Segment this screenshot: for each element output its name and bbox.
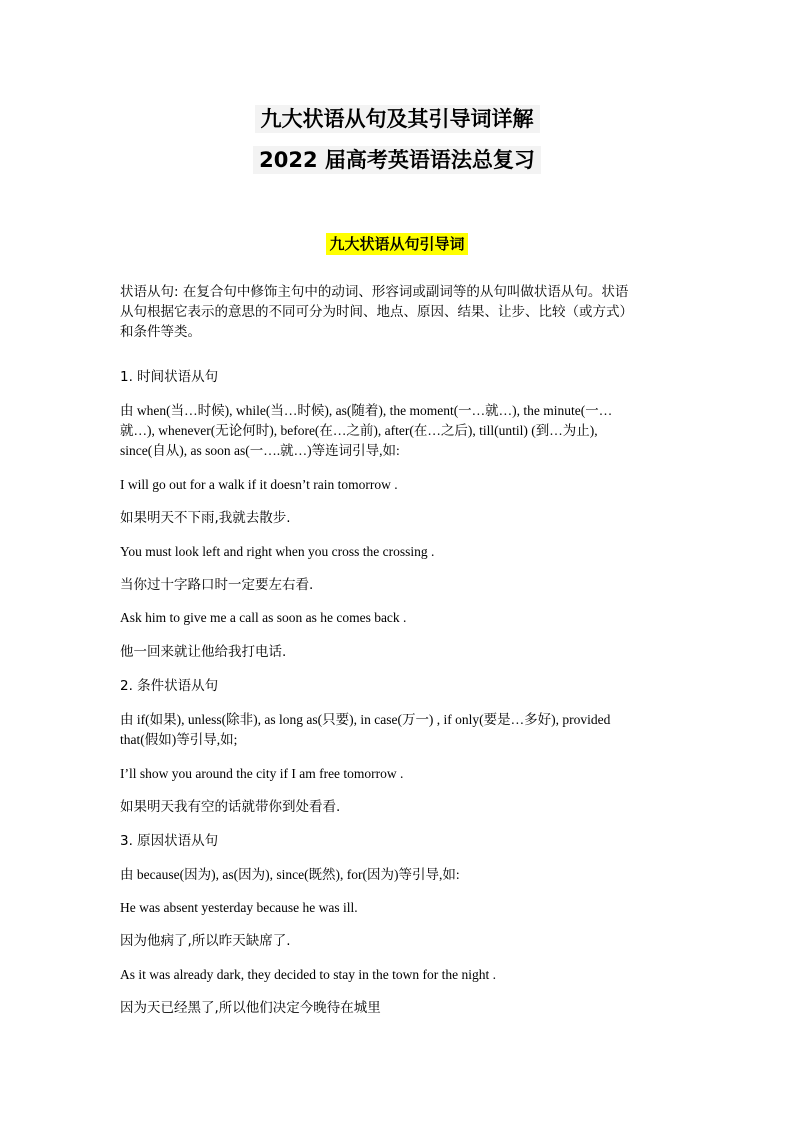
example-en: You must look left and right when you cross the crossing .	[120, 544, 435, 559]
example-en: Ask him to give me a call as soon as he comes back .	[120, 610, 407, 625]
document-subtitle	[0, 145, 794, 175]
example-zh: 他一回来就让他给我打电话.	[120, 644, 287, 660]
intro-line: 状语从句: 在复合句中修饰主句中的动词、形容词或副词等的从句叫做状语从句。状语	[120, 284, 629, 300]
example-en: He was absent yesterday because he was ill.	[120, 900, 358, 915]
desc-line: 由 when(当…时候), while(当…时候), as(随着), the moment(一…就…), the minute(一…	[120, 403, 613, 418]
intro-paragraph	[120, 282, 680, 342]
section-title-reason: 3. 原因状语从句	[120, 833, 219, 849]
section-title-condition: 2. 条件状语从句	[120, 678, 219, 694]
example-zh: 当你过十字路口时一定要左右看.	[120, 577, 314, 593]
desc-line: 由 because(因为), as(因为), since(既然), for(因为)等引导,如:	[120, 867, 460, 882]
example-zh: 如果明天不下雨,我就去散步.	[120, 510, 291, 526]
desc-line: that(假如)等引导,如;	[120, 732, 238, 747]
example-en: As it was already dark, they decided to stay in the town for the night .	[120, 967, 497, 982]
title-line-2: 2022 届高考英语语法总复习	[253, 146, 541, 174]
document-title	[0, 104, 794, 134]
example-zh: 因为他病了,所以昨天缺席了.	[120, 933, 291, 949]
section-heading	[0, 232, 794, 256]
desc-line: since(自从), as soon as(一….就…)等连词引导,如:	[120, 443, 400, 458]
example-zh: 如果明天我有空的话就带你到处看看.	[120, 799, 341, 815]
section-desc-reason	[120, 865, 680, 885]
section-desc-time	[120, 401, 680, 461]
intro-line: 和条件等类。	[120, 324, 201, 340]
example-en: I will go out for a walk if it doesn’t rain tomorrow .	[120, 477, 398, 492]
section-title-time: 1. 时间状语从句	[120, 369, 219, 385]
desc-line: 就…), whenever(无论何时), before(在…之前), after(在…之后), till(until) (到…为止),	[120, 423, 598, 438]
section-desc-condition	[120, 710, 680, 750]
highlighted-heading: 九大状语从句引导词	[326, 233, 467, 255]
intro-line: 从句根据它表示的意思的不同可分为时间、地点、原因、结果、让步、比较（或方式）	[120, 304, 633, 320]
title-line-1: 九大状语从句及其引导词详解	[255, 105, 540, 133]
example-zh: 因为天已经黑了,所以他们决定今晚待在城里	[120, 1000, 381, 1016]
desc-line: 由 if(如果), unless(除非), as long as(只要), in case(万一) , if only(要是…多好), provided	[120, 712, 611, 727]
example-en: I’ll show you around the city if I am free tomorrow .	[120, 766, 404, 781]
